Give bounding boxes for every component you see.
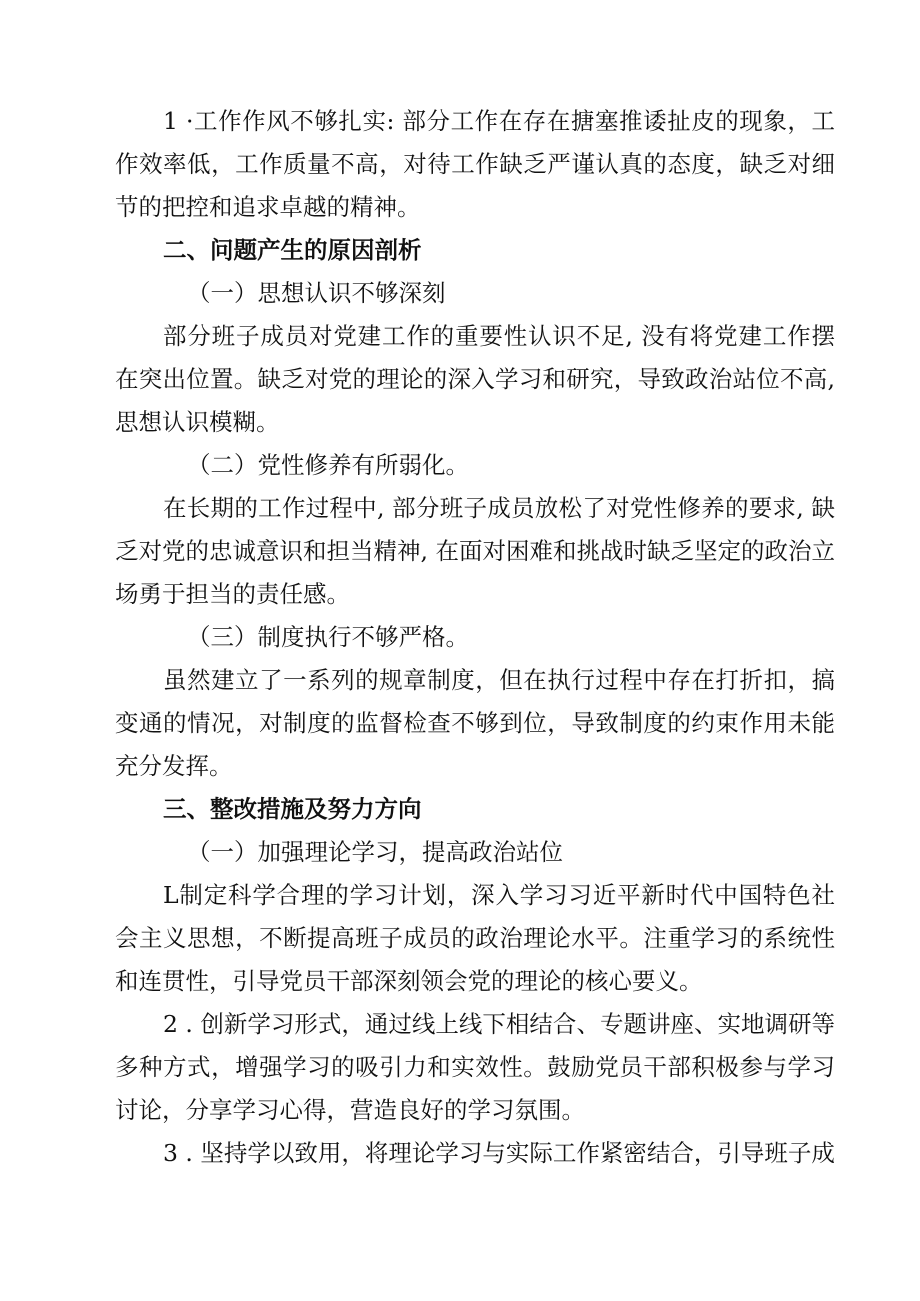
- subheading-system-execution: （三）制度执行不够严格。: [187, 623, 469, 651]
- paragraph-study-forms: 2 . 创新学习形式，通过线上线下相结合、专题讲座、实地调研等多种方式，增强学习的吸引力和实效性。鼓励党员干部积极参与学习讨论，分享学习心得，营造良好的学习氛围。: [115, 1010, 835, 1124]
- paragraph-system-execution: 虽然建立了一系列的规章制度，但在执行过程中存在打折扣，搞变通的情况，对制度的监督检查不够到位，导致制度的约束作用未能充分发挥。: [115, 666, 835, 780]
- paragraph-study-plan: L制定科学合理的学习计划，深入学习习近平新时代中国特色社会主义思想，不断提高班子成员的政治理论水平。注重学习的系统性和连贯性，引导党员干部深刻领会党的理论的核心要义。: [115, 881, 835, 995]
- paragraph-ideological-awareness: 部分班子成员对党建工作的重要性认识不足, 没有将党建工作摆在突出位置。缺乏对党的理论的深入学习和研究，导致政治站位不高, 思想认识模糊。: [115, 322, 835, 436]
- document-body: [115, 100, 835, 1175]
- paragraph-party-spirit: 在长期的工作过程中, 部分班子成员放松了对党性修养的要求, 缺乏对党的忠诚意识和担当精神, 在面对困难和挑战时缺乏坚定的政治立场勇于担当的责任感。: [115, 494, 835, 608]
- paragraph-apply-learning: 3 . 坚持学以致用，将理论学习与实际工作紧密结合，引导班子成: [163, 1139, 835, 1167]
- section-heading-rectification: 三、整改措施及努力方向: [163, 795, 422, 823]
- subheading-ideological-awareness: （一）思想认识不够深刻: [187, 279, 446, 307]
- subheading-theory-study: （一）加强理论学习，提高政治站位: [187, 838, 563, 866]
- paragraph-work-style: 1 ·工作作风不够扎实: 部分工作在存在搪塞推诿扯皮的现象，工作效率低，工作质量不高，对待工作缺乏严谨认真的态度，缺乏对细节的把控和追求卓越的精神。: [115, 107, 835, 221]
- subheading-party-spirit: （二）党性修养有所弱化。: [187, 451, 469, 479]
- section-heading-cause-analysis: 二、问题产生的原因剖析: [163, 236, 422, 264]
